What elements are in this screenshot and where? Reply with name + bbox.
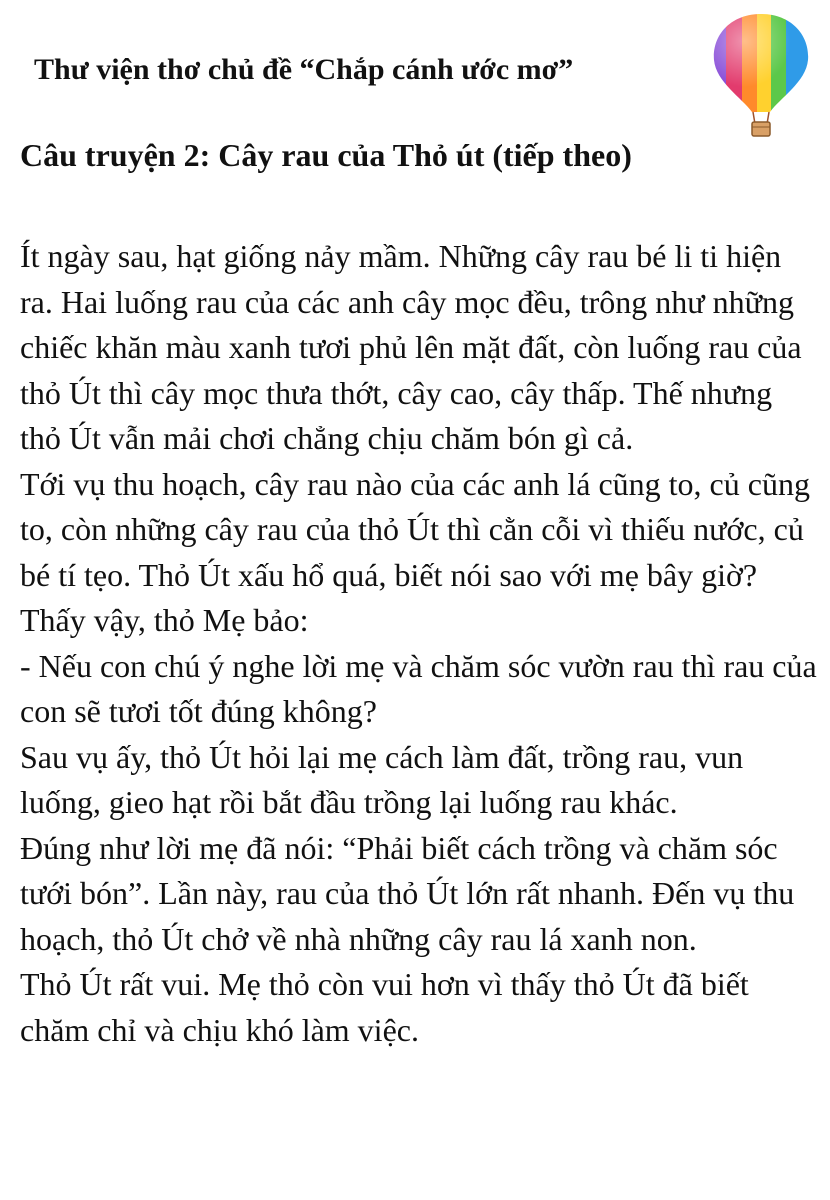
- story-paragraph: Thỏ Út rất vui. Mẹ thỏ còn vui hơn vì thấy thỏ Út đã biết chăm chỉ và chịu khó làm việc.: [20, 966, 749, 1048]
- story-paragraph: - Nếu con chú ý nghe lời mẹ và chăm sóc vườn rau thì rau của con sẽ tươi tốt đúng không?: [20, 647, 817, 729]
- story-paragraph: Đúng như lời mẹ đã nói: “Phải biết cách trồng và chăm sóc tưới bón”. Lần này, rau của thỏ Út lớn rất nhanh. Đến vụ thu hoạch, thỏ Út chở về nhà những cây rau lá xanh non.: [20, 829, 795, 957]
- story-paragraph: Thấy vậy, thỏ Mẹ bảo:: [20, 602, 309, 638]
- story-body: [20, 234, 820, 1053]
- story-paragraph: Tới vụ thu hoạch, cây rau nào của các anh lá cũng to, củ cũng to, còn những cây rau của thỏ Út thì cằn cỗi vì thiếu nước, củ bé tí tẹo. Thỏ Út xấu hổ quá, biết nói sao với mẹ bây giờ?: [20, 465, 810, 593]
- story-paragraph: Ít ngày sau, hạt giống nảy mầm. Những cây rau bé li ti hiện ra. Hai luống rau của các anh cây mọc đều, trông như những chiếc khăn màu xanh tươi phủ lên mặt đất, còn luống rau của thỏ Út thì cây mọc thưa thớt, cây cao, cây thấp. Thế nhưng thỏ Út vẫn mải chơi chẳng chịu chăm bón gì cả.: [20, 238, 802, 456]
- story-paragraph: Sau vụ ấy, thỏ Út hỏi lại mẹ cách làm đất, trồng rau, vun luống, gieo hạt rồi bắt đầu trồng lại luống rau khác.: [20, 738, 744, 820]
- story-title: Câu truyện 2: Cây rau của Thỏ út (tiếp theo): [20, 137, 632, 173]
- header-title: Thư viện thơ chủ đề “Chắp cánh ước mơ”: [34, 53, 574, 86]
- hot-air-balloon-icon: [706, 8, 816, 140]
